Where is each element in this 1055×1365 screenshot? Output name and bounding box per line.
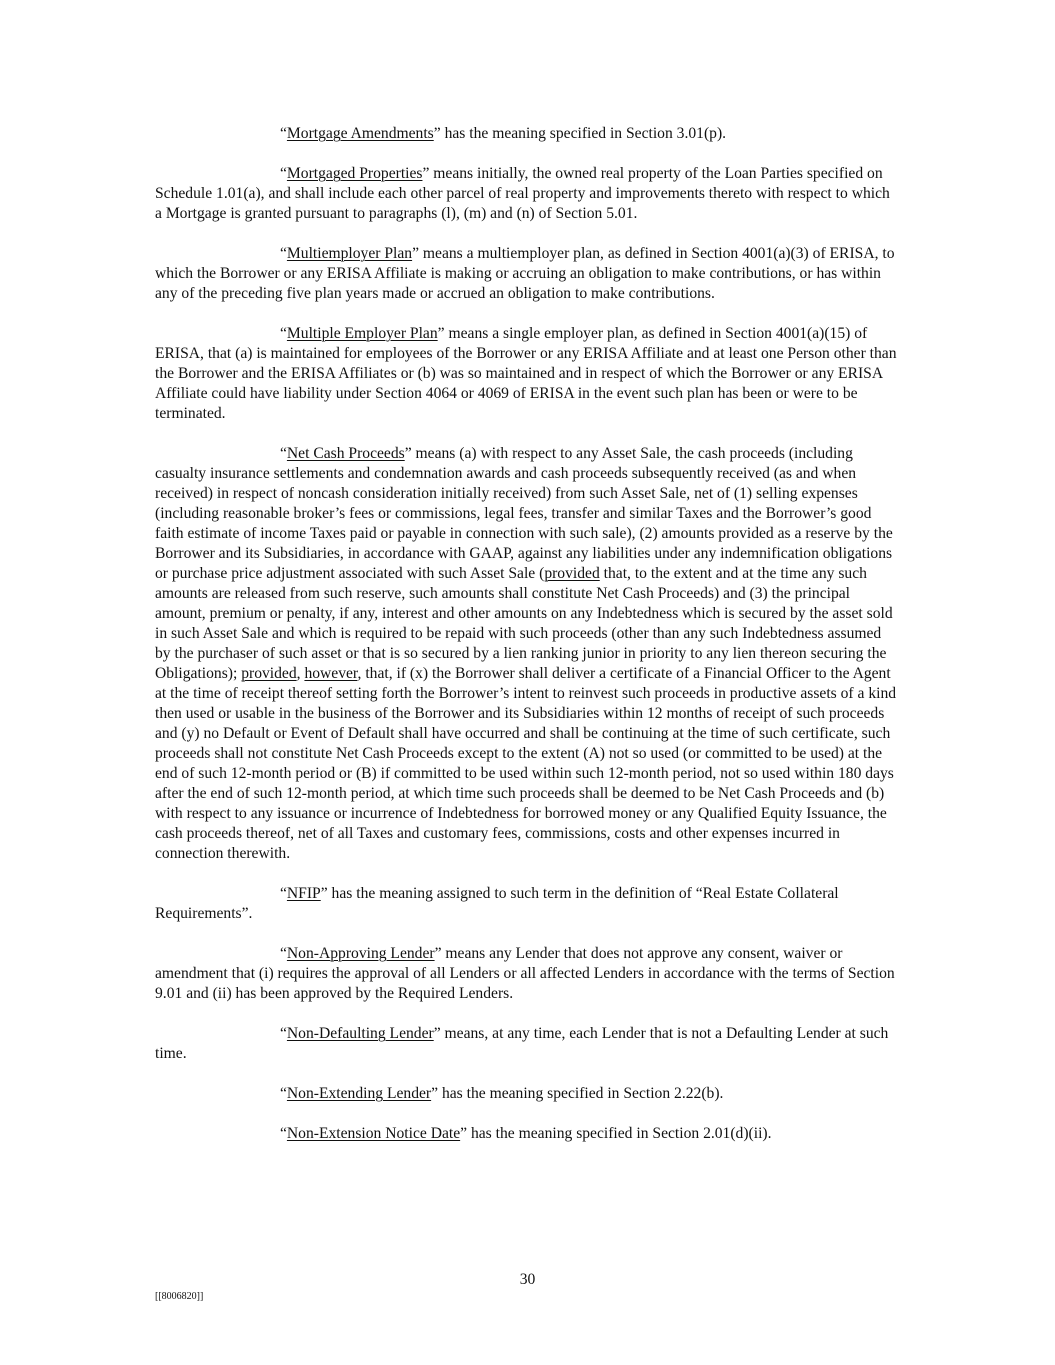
definition-paragraph: “Mortgage Amendments” has the meaning specified in Section 3.01(p). [280, 125, 727, 142]
definition-paragraph: “NFIP” has the meaning assigned to such term in the definition of “Real Estate Collateral Requirements”. [155, 885, 839, 922]
definition-paragraph: “Net Cash Proceeds” means (a) with respect to any Asset Sale, the cash proceeds (including casualty insurance settlements and condemnation awards and cash proceeds subsequently received (as and when received) in respect of noncash consideration initially received) from such Asset Sale, net of (1) selling expenses (including reasonable broker’s fees or commissions, legal fees, transfer and similar Taxes and the Borrower’s good faith estimate of income Taxes paid or payable in connection with such sale), (2) amounts provided as a reserve by the Borrower and its Subsidiaries, in accordance with GAAP, against any liabilities under any indemnification obligations or purchase price adjustment associated with such Asset Sale (provided that, to the extent and at the time any such amounts are released from such reserve, such amounts shall constitute Net Cash Proceeds) and (3) the principal amount, premium or penalty, if any, interest and other amounts on any Indebtedness which is secured by the asset sold in such Asset Sale and which is required to be repaid with such proceeds (other than any such Indebtedness assumed by the purchaser of such asset or that is so secured by a lien ranking junior in priority to any lien thereon securing the Obligations); provided, however, that, if (x) the Borrower shall deliver a certificate of a Financial Officer to the Agent at the time of receipt thereof setting forth the Borrower’s intent to reinvest such proceeds in productive assets of a kind then used or usable in the business of the Borrower and its Subsidiaries within 12 months of receipt of such proceeds and (y) no Default or Event of Default shall have occurred and shall be continuing at the time of such certificate, such proceeds shall not constitute Net Cash Proceeds except to the extent (A) not so used (or committed to be used) at the end of such 12-month period or (B) if committed to be used within such 12-month period, not so used within 180 days after the end of such 12-month period, at which time such proceeds shall be deemed to be Net Cash Proceeds and (b) with respect to any issuance or incurrence of Indebtedness for borrowed money or any Qualified Equity Issuance, the cash proceeds thereof, net of all Taxes and customary fees, commissions, costs and other expenses incurred in connection therewith. [155, 445, 897, 862]
defined-term: Multiemployer Plan [286, 245, 413, 262]
document-id: [[8006820]] [155, 1291, 204, 1302]
definition-paragraph: “Multiple Employer Plan” means a single employer plan, as defined in Section 4001(a)(15) of ERISA, that (a) is maintained for employees of the Borrower or any ERISA Affiliate and at least one Person other than the Borrower and the ERISA Affiliates or (b) was so maintained and in respect of which the Borrower or any ERISA Affiliate could have liability under Section 4064 or 4069 of ERISA in the event such plan has been or were to be terminated. [155, 325, 897, 422]
defined-term: Mortgage Amendments [286, 125, 434, 142]
document-body [155, 124, 900, 1164]
definition-paragraph: “Multiemployer Plan” means a multiemployer plan, as defined in Section 4001(a)(3) of ERISA, to which the Borrower or any ERISA Affiliate is making or accruing an obligation to make contributions, or has within any of the preceding five plan years made or accrued an obligation to make contributions. [155, 245, 895, 302]
definition-paragraph: “Non-Defaulting Lender” means, at any time, each Lender that is not a Defaulting Lender at such time. [155, 1025, 889, 1062]
provided-term: provided [241, 665, 297, 682]
defined-term: Non-Extending Lender [286, 1085, 432, 1102]
definition-paragraph: “Non-Approving Lender” means any Lender that does not approve any consent, waiver or amendment that (i) requires the approval of all Lenders or all affected Lenders in accordance with the terms of Section 9.01 and (ii) has been approved by the Required Lenders. [155, 945, 895, 1002]
defined-term: Mortgaged Properties [286, 165, 423, 182]
provided-term: provided [544, 565, 600, 582]
defined-term: Non-Approving Lender [286, 945, 435, 962]
page-number: 30 [519, 1271, 536, 1288]
defined-term: Net Cash Proceeds [286, 445, 405, 462]
defined-term: Non-Extension Notice Date [286, 1125, 461, 1142]
definition-paragraph: “Mortgaged Properties” means initially, the owned real property of the Loan Parties specified on Schedule 1.01(a), and shall include each other parcel of real property and improvements thereto with respect to which a Mortgage is granted pursuant to paragraphs (l), (m) and (n) of Section 5.01. [155, 165, 890, 222]
defined-term: Non-Defaulting Lender [286, 1025, 434, 1042]
definition-paragraph: “Non-Extending Lender” has the meaning specified in Section 2.22(b). [280, 1085, 724, 1102]
however-term: however [304, 665, 358, 682]
defined-term: Multiple Employer Plan [286, 325, 438, 342]
definition-paragraph: “Non-Extension Notice Date” has the meaning specified in Section 2.01(d)(ii). [280, 1125, 772, 1142]
defined-term: NFIP [286, 885, 321, 902]
